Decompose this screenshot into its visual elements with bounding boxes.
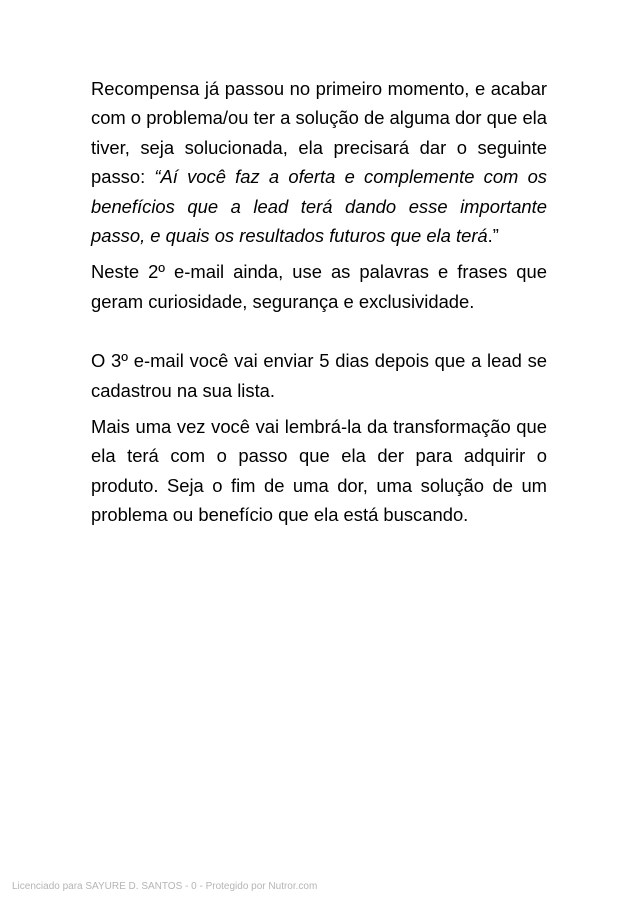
license-footer: Licenciado para SAYURE D. SANTOS - 0 - Protegido por Nutror.com [12, 881, 318, 892]
paragraph-text-end: .” [487, 225, 499, 247]
paragraph-transformation: Mais uma vez você vai lembrá-la da transformação que ela terá com o passo que ela der para adquirir o produto. Seja o fim de uma dor, uma solução de um problema ou benefício que ela está buscando. [91, 416, 547, 526]
paragraph-text: Recompensa já passou no primeiro momento, e acabar com o problema/ou ter a solução de alguma dor que ela tiver, seja solucionada, ela precisará dar o seguinte passo: [91, 78, 547, 188]
paragraph-third-email: O 3º e-mail você vai enviar 5 dias depois que a lead se cadastrou na sua lista. [91, 350, 547, 401]
document-body [91, 74, 547, 530]
paragraph-second-email: Neste 2º e-mail ainda, use as palavras e frases que geram curiosidade, segurança e exclusividade. [91, 261, 547, 312]
quoted-offer-text: “Aí você faz a oferta e complemente com os benefícios que a lead terá dando esse importante passo, e quais os resultados futuros que ela terá [91, 166, 548, 247]
paragraph-recompensa [91, 74, 547, 250]
